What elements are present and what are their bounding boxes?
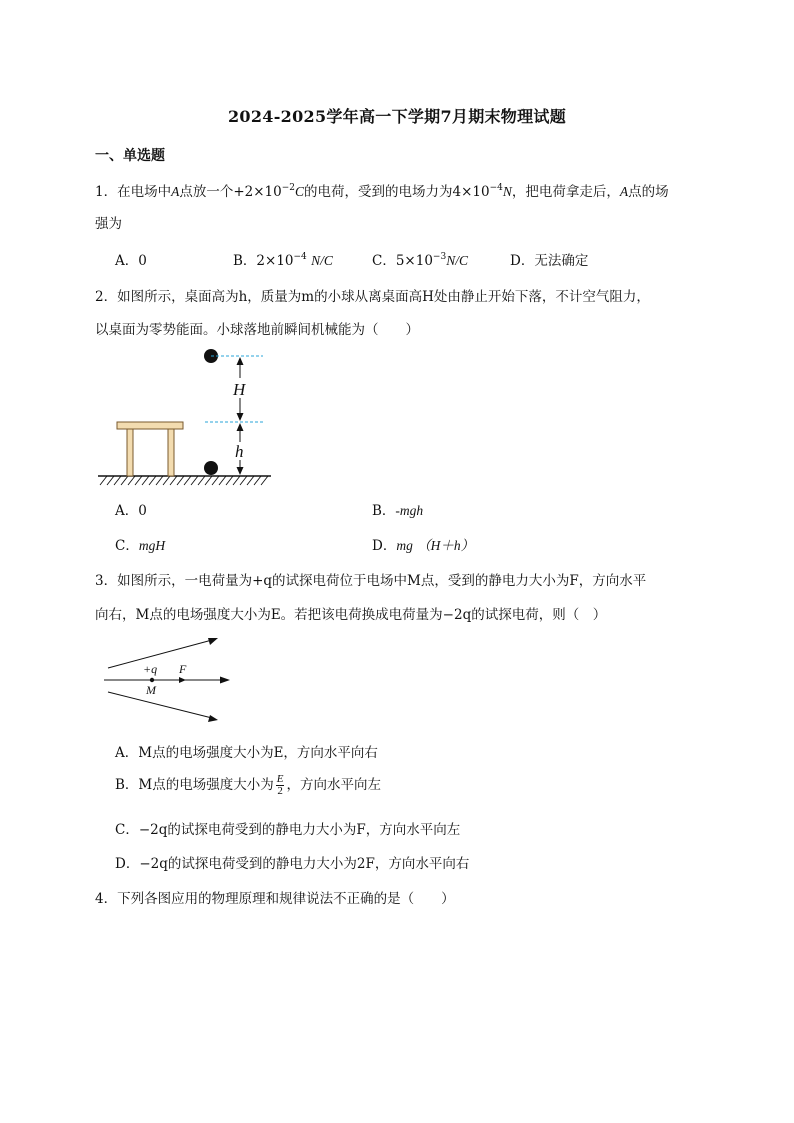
table-leg-left bbox=[127, 429, 133, 476]
q4-line1: 4．下列各图应用的物理原理和规律说法不正确的是（ ） bbox=[95, 891, 455, 907]
q1-option-a[interactable]: A．0 bbox=[115, 253, 147, 269]
ground-hatch bbox=[100, 476, 268, 485]
arrow-H-up bbox=[237, 357, 244, 365]
field-line-upper bbox=[108, 640, 212, 668]
q3-option-d[interactable]: D．−2q的试探电荷受到的静电力大小为2F，方向水平向右 bbox=[115, 856, 470, 872]
q2-line2: 以桌面为零势能面。小球落地前瞬间机械能为（ ） bbox=[95, 322, 419, 338]
page-title: 2024-2025学年高一下学期7月期末物理试题 bbox=[227, 107, 567, 126]
q3-option-a[interactable]: A．M点的电场强度大小为E，方向水平向右 bbox=[115, 745, 378, 761]
q1-option-d[interactable]: D．无法确定 bbox=[510, 253, 589, 269]
arrow-H-down bbox=[237, 413, 244, 421]
label-h: h bbox=[235, 442, 244, 461]
label-F: F bbox=[179, 662, 187, 676]
q3-line2: 向右，M点的电场强度大小为E。若把该电荷换成电荷量为−2q的试探电荷，则（ ） bbox=[95, 607, 607, 623]
q1-option-c[interactable]: C．$5\times 10^{-3}N/C$ bbox=[372, 252, 468, 269]
arrow-h-down bbox=[237, 467, 244, 475]
table-top bbox=[117, 422, 183, 429]
q3-option-b[interactable]: B．M点的电场强度大小为 $\frac{E}{2}$ ，方向水平向左 bbox=[115, 773, 381, 797]
field-line-lower bbox=[108, 692, 212, 718]
arrow-h-up bbox=[237, 423, 244, 431]
fraction-E-over-2: $\frac{E}{2}$ bbox=[276, 773, 284, 797]
q1-line2: 强为 bbox=[95, 216, 122, 232]
q2-option-a[interactable]: A．0 bbox=[115, 503, 147, 519]
label-H: H bbox=[233, 380, 246, 399]
force-arrow bbox=[179, 677, 186, 683]
q1-line1: 1．在电场中A点放一个$+2\times 10^{-2}C$的电荷，受到的电场力为$4\times 10^{-4}N$，把电荷拿走后，A点的场 bbox=[95, 183, 669, 200]
ball-bottom bbox=[204, 461, 218, 475]
q3-line1: 3．如图所示，一电荷量为+q的试探电荷位于电场中M点，受到的静电力大小为F，方向水平 bbox=[95, 573, 647, 589]
q3-option-c[interactable]: C．−2q的试探电荷受到的静电力大小为F，方向水平向左 bbox=[115, 822, 461, 838]
q3-diagram bbox=[100, 632, 240, 727]
q1-option-b[interactable]: B．$2\times 10^{-4}$ N/C bbox=[233, 252, 333, 269]
label-plus-q: +q bbox=[143, 662, 158, 676]
q2-option-d[interactable]: D．mg （H＋h） bbox=[372, 538, 475, 554]
label-M: M bbox=[146, 683, 156, 697]
q2-option-c[interactable]: C．mgH bbox=[115, 538, 166, 554]
section-heading: 一、单选题 bbox=[95, 148, 165, 164]
q2-diagram bbox=[95, 345, 275, 490]
table-leg-right bbox=[168, 429, 174, 476]
q2-line1: 2．如图所示，桌面高为h，质量为m的小球从离桌面高H处由静止开始下落，不计空气阻力， bbox=[95, 289, 650, 305]
q2-option-b[interactable]: B．-mgh bbox=[372, 503, 424, 519]
point-M bbox=[150, 678, 154, 682]
